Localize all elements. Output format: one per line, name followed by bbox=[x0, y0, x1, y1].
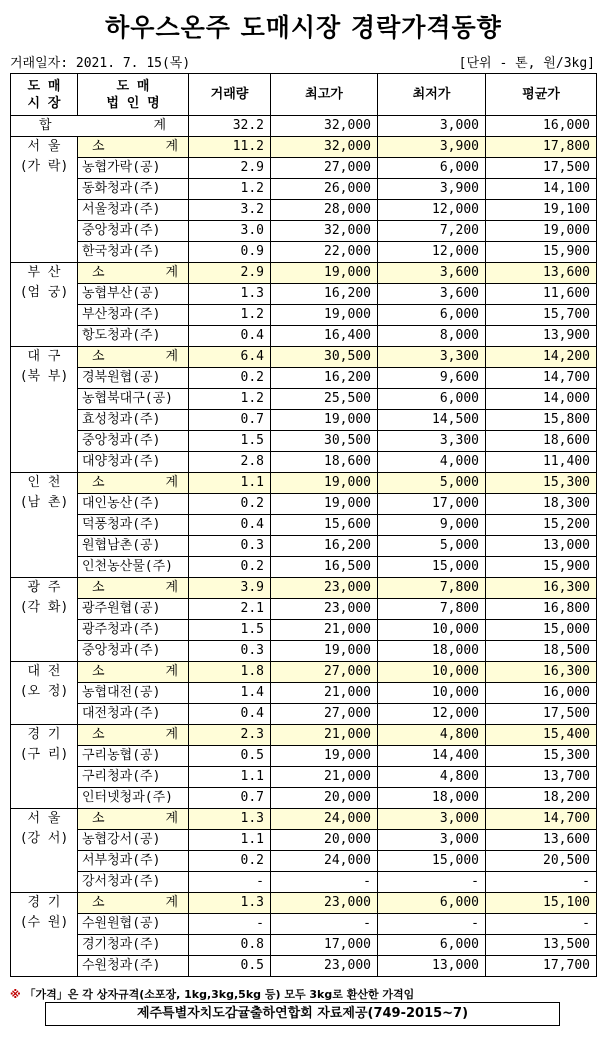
subtotal-row bbox=[11, 578, 597, 599]
table-row bbox=[11, 914, 597, 935]
table-row bbox=[11, 368, 597, 389]
market-district: (구 리) bbox=[19, 747, 69, 762]
total-avg: 16,000 bbox=[486, 116, 597, 137]
cell-max: 27,000 bbox=[271, 158, 378, 179]
cell-min: 7,800 bbox=[378, 599, 486, 620]
subtotal-max: 23,000 bbox=[271, 893, 378, 914]
subtotal-avg: 14,200 bbox=[486, 347, 597, 368]
corp-name: 효성청과(주) bbox=[78, 410, 189, 431]
corp-name: 구리청과(주) bbox=[78, 767, 189, 788]
cell-min: 6,000 bbox=[378, 305, 486, 326]
corp-name: 농협가락(공) bbox=[78, 158, 189, 179]
cell-min: 3,300 bbox=[378, 431, 486, 452]
cell-volume: 3.0 bbox=[189, 221, 271, 242]
cell-max: 30,500 bbox=[271, 431, 378, 452]
corp-name: 경기청과(주) bbox=[78, 935, 189, 956]
subtotal-row bbox=[11, 263, 597, 284]
market-district: (각 화) bbox=[19, 600, 69, 615]
cell-volume: 2.1 bbox=[189, 599, 271, 620]
subtotal-min: 6,000 bbox=[378, 893, 486, 914]
cell-volume: 0.3 bbox=[189, 641, 271, 662]
table-row bbox=[11, 515, 597, 536]
header-corp: 도 매 법 인 명 bbox=[78, 74, 189, 116]
cell-avg: 15,700 bbox=[486, 305, 597, 326]
table-row bbox=[11, 851, 597, 872]
cell-avg: 15,200 bbox=[486, 515, 597, 536]
cell-volume: 2.9 bbox=[189, 158, 271, 179]
corp-name: 경북원협(공) bbox=[78, 368, 189, 389]
cell-max: 26,000 bbox=[271, 179, 378, 200]
cell-min: 8,000 bbox=[378, 326, 486, 347]
cell-max: 21,000 bbox=[271, 767, 378, 788]
subtotal-row bbox=[11, 137, 597, 158]
subtotal-max: 19,000 bbox=[271, 473, 378, 494]
cell-avg: 15,900 bbox=[486, 557, 597, 578]
cell-volume: 0.2 bbox=[189, 494, 271, 515]
subtotal-max: 21,000 bbox=[271, 725, 378, 746]
cell-avg: 18,600 bbox=[486, 431, 597, 452]
price-note bbox=[10, 986, 414, 1002]
corp-name: 항도청과(주) bbox=[78, 326, 189, 347]
table-row bbox=[11, 242, 597, 263]
total-min: 3,000 bbox=[378, 116, 486, 137]
note-mark: ※ bbox=[10, 988, 21, 1001]
cell-avg: 18,300 bbox=[486, 494, 597, 515]
cell-min: - bbox=[378, 872, 486, 893]
subtotal-label: 소 계 bbox=[78, 473, 189, 494]
cell-max: 22,000 bbox=[271, 242, 378, 263]
corp-name: 서울청과(주) bbox=[78, 200, 189, 221]
subtotal-volume: 1.1 bbox=[189, 473, 271, 494]
subtotal-label: 소 계 bbox=[78, 662, 189, 683]
corp-name: 중앙청과(주) bbox=[78, 641, 189, 662]
cell-volume: - bbox=[189, 914, 271, 935]
table-row bbox=[11, 620, 597, 641]
cell-min: 9,000 bbox=[378, 515, 486, 536]
unit-label: [단위 - 톤, 원/3kg] bbox=[458, 56, 595, 71]
subtotal-volume: 11.2 bbox=[189, 137, 271, 158]
total-max: 32,000 bbox=[271, 116, 378, 137]
market-cell bbox=[11, 893, 78, 977]
cell-volume: 0.5 bbox=[189, 956, 271, 977]
table-row bbox=[11, 788, 597, 809]
table-row bbox=[11, 326, 597, 347]
market-district: (오 정) bbox=[19, 684, 69, 699]
table-row bbox=[11, 683, 597, 704]
table-row bbox=[11, 305, 597, 326]
cell-min: - bbox=[378, 914, 486, 935]
header-min: 최저가 bbox=[378, 74, 486, 116]
subtotal-label: 소 계 bbox=[78, 809, 189, 830]
cell-avg: 16,000 bbox=[486, 683, 597, 704]
subtotal-label: 소 계 bbox=[78, 725, 189, 746]
cell-volume: 0.2 bbox=[189, 368, 271, 389]
table-row bbox=[11, 830, 597, 851]
cell-max: 23,000 bbox=[271, 956, 378, 977]
market-name: 대 전 bbox=[27, 664, 61, 679]
cell-max: 21,000 bbox=[271, 683, 378, 704]
cell-volume: 1.5 bbox=[189, 431, 271, 452]
subtotal-max: 27,000 bbox=[271, 662, 378, 683]
cell-volume: 3.2 bbox=[189, 200, 271, 221]
table-row bbox=[11, 494, 597, 515]
subtotal-volume: 6.4 bbox=[189, 347, 271, 368]
cell-volume: 0.9 bbox=[189, 242, 271, 263]
subtotal-avg: 13,600 bbox=[486, 263, 597, 284]
table-row bbox=[11, 452, 597, 473]
subtotal-label: 소 계 bbox=[78, 137, 189, 158]
cell-max: 20,000 bbox=[271, 830, 378, 851]
cell-max: 20,000 bbox=[271, 788, 378, 809]
subtotal-max: 23,000 bbox=[271, 578, 378, 599]
market-district: (수 원) bbox=[19, 915, 69, 930]
cell-avg: 14,100 bbox=[486, 179, 597, 200]
cell-avg: 15,800 bbox=[486, 410, 597, 431]
subtotal-row bbox=[11, 893, 597, 914]
table-row bbox=[11, 767, 597, 788]
cell-max: 18,600 bbox=[271, 452, 378, 473]
corp-name: 동화청과(주) bbox=[78, 179, 189, 200]
cell-volume: 2.8 bbox=[189, 452, 271, 473]
cell-volume: 0.7 bbox=[189, 788, 271, 809]
cell-avg: - bbox=[486, 914, 597, 935]
subtotal-min: 3,900 bbox=[378, 137, 486, 158]
market-cell bbox=[11, 473, 78, 578]
cell-min: 15,000 bbox=[378, 851, 486, 872]
corp-name: 한국청과(주) bbox=[78, 242, 189, 263]
cell-avg: 13,500 bbox=[486, 935, 597, 956]
cell-min: 14,500 bbox=[378, 410, 486, 431]
subtotal-min: 3,000 bbox=[378, 809, 486, 830]
market-name: 서 울 bbox=[27, 139, 61, 154]
subtotal-row bbox=[11, 473, 597, 494]
corp-name: 대전청과(주) bbox=[78, 704, 189, 725]
market-cell bbox=[11, 578, 78, 662]
corp-name: 농협강서(공) bbox=[78, 830, 189, 851]
cell-volume: 1.3 bbox=[189, 284, 271, 305]
cell-max: 15,600 bbox=[271, 515, 378, 536]
cell-min: 7,200 bbox=[378, 221, 486, 242]
cell-avg: 16,800 bbox=[486, 599, 597, 620]
table-row bbox=[11, 389, 597, 410]
cell-avg: 15,000 bbox=[486, 620, 597, 641]
table-row bbox=[11, 641, 597, 662]
cell-avg: 19,100 bbox=[486, 200, 597, 221]
cell-max: 16,500 bbox=[271, 557, 378, 578]
subtotal-max: 32,000 bbox=[271, 137, 378, 158]
cell-volume: 0.4 bbox=[189, 515, 271, 536]
market-district: (남 촌) bbox=[19, 495, 69, 510]
cell-min: 5,000 bbox=[378, 536, 486, 557]
cell-volume: - bbox=[189, 872, 271, 893]
page-title: 하우스온주 도매시장 경락가격동향 bbox=[105, 13, 502, 42]
cell-volume: 1.1 bbox=[189, 767, 271, 788]
subtotal-min: 10,000 bbox=[378, 662, 486, 683]
cell-max: 16,200 bbox=[271, 536, 378, 557]
corp-name: 구리농협(공) bbox=[78, 746, 189, 767]
corp-name: 대인농산(주) bbox=[78, 494, 189, 515]
subtotal-avg: 16,300 bbox=[486, 662, 597, 683]
cell-volume: 0.4 bbox=[189, 326, 271, 347]
cell-min: 3,900 bbox=[378, 179, 486, 200]
table-row bbox=[11, 410, 597, 431]
cell-min: 13,000 bbox=[378, 956, 486, 977]
cell-avg: 15,300 bbox=[486, 746, 597, 767]
cell-volume: 1.2 bbox=[189, 179, 271, 200]
cell-volume: 0.5 bbox=[189, 746, 271, 767]
cell-max: 19,000 bbox=[271, 494, 378, 515]
cell-volume: 0.4 bbox=[189, 704, 271, 725]
market-name: 광 주 bbox=[27, 580, 61, 595]
cell-volume: 1.5 bbox=[189, 620, 271, 641]
cell-max: - bbox=[271, 914, 378, 935]
cell-volume: 0.2 bbox=[189, 557, 271, 578]
subtotal-volume: 1.3 bbox=[189, 809, 271, 830]
cell-max: 23,000 bbox=[271, 599, 378, 620]
cell-min: 18,000 bbox=[378, 641, 486, 662]
table-row bbox=[11, 179, 597, 200]
trade-date: 거래일자: 2021. 7. 15(목) bbox=[10, 56, 191, 71]
cell-avg: 17,500 bbox=[486, 158, 597, 179]
cell-max: 24,000 bbox=[271, 851, 378, 872]
cell-avg: 18,200 bbox=[486, 788, 597, 809]
cell-avg: 13,000 bbox=[486, 536, 597, 557]
header-max: 최고가 bbox=[271, 74, 378, 116]
subtotal-row bbox=[11, 725, 597, 746]
corp-name: 농협부산(공) bbox=[78, 284, 189, 305]
cell-max: 19,000 bbox=[271, 305, 378, 326]
header-market: 도 매 시 장 bbox=[11, 74, 78, 116]
total-label: 합 계 bbox=[11, 116, 189, 137]
cell-min: 10,000 bbox=[378, 683, 486, 704]
subtotal-label: 소 계 bbox=[78, 347, 189, 368]
corp-name: 농협북대구(공) bbox=[78, 389, 189, 410]
cell-avg: 13,900 bbox=[486, 326, 597, 347]
cell-min: 17,000 bbox=[378, 494, 486, 515]
cell-max: 16,200 bbox=[271, 284, 378, 305]
cell-max: 19,000 bbox=[271, 641, 378, 662]
corp-name: 농협대전(공) bbox=[78, 683, 189, 704]
subtotal-avg: 15,400 bbox=[486, 725, 597, 746]
cell-min: 3,600 bbox=[378, 284, 486, 305]
subtotal-volume: 2.9 bbox=[189, 263, 271, 284]
header-volume: 거래량 bbox=[189, 74, 271, 116]
market-name: 부 산 bbox=[27, 265, 61, 280]
cell-avg: 15,900 bbox=[486, 242, 597, 263]
cell-avg: 14,700 bbox=[486, 368, 597, 389]
cell-avg: 20,500 bbox=[486, 851, 597, 872]
subtotal-label: 소 계 bbox=[78, 893, 189, 914]
market-district: (북 부) bbox=[19, 369, 69, 384]
subtotal-max: 30,500 bbox=[271, 347, 378, 368]
price-table bbox=[10, 73, 597, 977]
cell-min: 14,400 bbox=[378, 746, 486, 767]
table-row bbox=[11, 599, 597, 620]
cell-min: 6,000 bbox=[378, 389, 486, 410]
total-row bbox=[11, 116, 597, 137]
subtotal-label: 소 계 bbox=[78, 263, 189, 284]
cell-volume: 1.2 bbox=[189, 389, 271, 410]
note-text: 「가격」은 각 상자규격(소포장, 1kg,3kg,5kg 등) 모두 3kg로 환산한 가격임 bbox=[24, 988, 415, 1001]
cell-max: 17,000 bbox=[271, 935, 378, 956]
cell-min: 9,600 bbox=[378, 368, 486, 389]
subtotal-avg: 14,700 bbox=[486, 809, 597, 830]
subtotal-min: 4,800 bbox=[378, 725, 486, 746]
cell-max: 32,000 bbox=[271, 221, 378, 242]
table-row bbox=[11, 872, 597, 893]
cell-volume: 0.7 bbox=[189, 410, 271, 431]
cell-min: 12,000 bbox=[378, 704, 486, 725]
cell-min: 6,000 bbox=[378, 158, 486, 179]
subtotal-max: 24,000 bbox=[271, 809, 378, 830]
market-cell bbox=[11, 137, 78, 263]
cell-volume: 0.2 bbox=[189, 851, 271, 872]
cell-min: 6,000 bbox=[378, 935, 486, 956]
market-name: 서 울 bbox=[27, 811, 61, 826]
subtotal-row bbox=[11, 662, 597, 683]
corp-name: 중앙청과(주) bbox=[78, 221, 189, 242]
corp-name: 중앙청과(주) bbox=[78, 431, 189, 452]
cell-min: 10,000 bbox=[378, 620, 486, 641]
table-row bbox=[11, 221, 597, 242]
market-cell bbox=[11, 725, 78, 809]
subtotal-volume: 1.8 bbox=[189, 662, 271, 683]
cell-avg: 18,500 bbox=[486, 641, 597, 662]
table-row bbox=[11, 935, 597, 956]
corp-name: 대양청과(주) bbox=[78, 452, 189, 473]
table-row bbox=[11, 956, 597, 977]
table-row bbox=[11, 200, 597, 221]
subtotal-row bbox=[11, 809, 597, 830]
market-name: 경 기 bbox=[27, 727, 61, 742]
cell-max: 27,000 bbox=[271, 704, 378, 725]
table-row bbox=[11, 284, 597, 305]
data-source: 제주특별자치도감귤출하연합회 자료제공(749-2015~7) bbox=[45, 1002, 560, 1026]
subtotal-label: 소 계 bbox=[78, 578, 189, 599]
cell-max: - bbox=[271, 872, 378, 893]
cell-volume: 1.4 bbox=[189, 683, 271, 704]
cell-avg: 19,000 bbox=[486, 221, 597, 242]
subtotal-avg: 15,300 bbox=[486, 473, 597, 494]
cell-max: 19,000 bbox=[271, 746, 378, 767]
market-cell bbox=[11, 347, 78, 473]
market-cell bbox=[11, 263, 78, 347]
corp-name: 서부청과(주) bbox=[78, 851, 189, 872]
corp-name: 인터넷청과(주) bbox=[78, 788, 189, 809]
cell-max: 19,000 bbox=[271, 410, 378, 431]
cell-avg: 11,400 bbox=[486, 452, 597, 473]
subtotal-max: 19,000 bbox=[271, 263, 378, 284]
corp-name: 원협남촌(공) bbox=[78, 536, 189, 557]
market-name: 대 구 bbox=[27, 349, 61, 364]
cell-max: 25,500 bbox=[271, 389, 378, 410]
cell-max: 16,200 bbox=[271, 368, 378, 389]
cell-volume: 0.8 bbox=[189, 935, 271, 956]
table-row bbox=[11, 746, 597, 767]
cell-avg: - bbox=[486, 872, 597, 893]
cell-min: 12,000 bbox=[378, 242, 486, 263]
cell-avg: 17,700 bbox=[486, 956, 597, 977]
subtotal-min: 3,300 bbox=[378, 347, 486, 368]
corp-name: 강서청과(주) bbox=[78, 872, 189, 893]
cell-min: 4,800 bbox=[378, 767, 486, 788]
subtotal-min: 7,800 bbox=[378, 578, 486, 599]
subtotal-avg: 16,300 bbox=[486, 578, 597, 599]
corp-name: 수원청과(주) bbox=[78, 956, 189, 977]
corp-name: 부산청과(주) bbox=[78, 305, 189, 326]
cell-avg: 14,000 bbox=[486, 389, 597, 410]
subtotal-min: 5,000 bbox=[378, 473, 486, 494]
subtotal-min: 3,600 bbox=[378, 263, 486, 284]
cell-avg: 11,600 bbox=[486, 284, 597, 305]
subtotal-volume: 3.9 bbox=[189, 578, 271, 599]
corp-name: 인천농산물(주) bbox=[78, 557, 189, 578]
cell-min: 18,000 bbox=[378, 788, 486, 809]
market-district: (강 서) bbox=[19, 831, 69, 846]
subtotal-volume: 2.3 bbox=[189, 725, 271, 746]
corp-name: 수원원협(공) bbox=[78, 914, 189, 935]
corp-name: 덕풍청과(주) bbox=[78, 515, 189, 536]
cell-volume: 0.3 bbox=[189, 536, 271, 557]
cell-avg: 13,600 bbox=[486, 830, 597, 851]
table-row bbox=[11, 158, 597, 179]
cell-min: 12,000 bbox=[378, 200, 486, 221]
subtotal-avg: 17,800 bbox=[486, 137, 597, 158]
cell-min: 15,000 bbox=[378, 557, 486, 578]
cell-max: 16,400 bbox=[271, 326, 378, 347]
corp-name: 광주청과(주) bbox=[78, 620, 189, 641]
table-row bbox=[11, 557, 597, 578]
market-district: (엄 궁) bbox=[19, 285, 69, 300]
market-name: 인 천 bbox=[27, 475, 61, 490]
total-volume: 32.2 bbox=[189, 116, 271, 137]
cell-min: 4,000 bbox=[378, 452, 486, 473]
subtotal-row bbox=[11, 347, 597, 368]
table-header-row bbox=[11, 74, 597, 116]
cell-min: 3,000 bbox=[378, 830, 486, 851]
market-cell bbox=[11, 662, 78, 725]
market-district: (가 락) bbox=[19, 159, 69, 174]
table-row bbox=[11, 431, 597, 452]
market-name: 경 기 bbox=[27, 895, 61, 910]
header-avg: 평균가 bbox=[486, 74, 597, 116]
corp-name: 광주원협(공) bbox=[78, 599, 189, 620]
table-row bbox=[11, 704, 597, 725]
table-row bbox=[11, 536, 597, 557]
cell-max: 21,000 bbox=[271, 620, 378, 641]
cell-avg: 13,700 bbox=[486, 767, 597, 788]
cell-max: 28,000 bbox=[271, 200, 378, 221]
cell-avg: 17,500 bbox=[486, 704, 597, 725]
subtotal-volume: 1.3 bbox=[189, 893, 271, 914]
subtotal-avg: 15,100 bbox=[486, 893, 597, 914]
cell-volume: 1.2 bbox=[189, 305, 271, 326]
cell-volume: 1.1 bbox=[189, 830, 271, 851]
market-cell bbox=[11, 809, 78, 893]
